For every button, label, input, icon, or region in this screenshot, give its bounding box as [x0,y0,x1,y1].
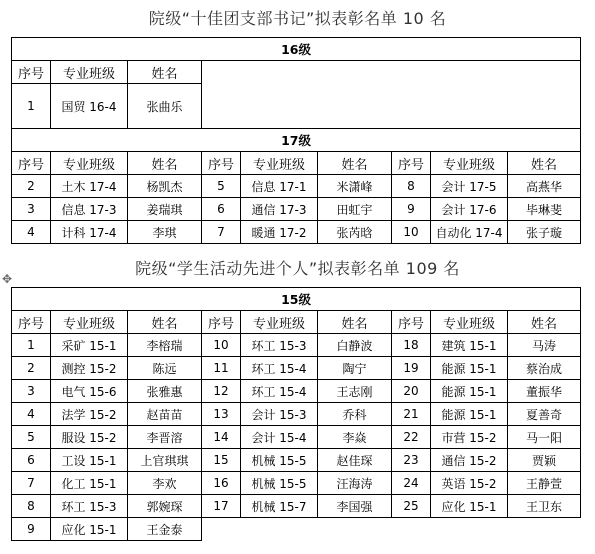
cell-index: 4 [12,403,51,426]
header-row-17 [12,152,581,175]
cell-index: 14 [202,426,241,449]
cell-class: 计科 17-4 [51,221,128,244]
level-row-16 [12,38,581,61]
cell-name: 李榕瑞 [128,334,202,357]
cell-class: 英语 15-2 [431,472,508,495]
cell-index: 2 [12,357,51,380]
cell-index: 23 [392,449,431,472]
table-row [12,221,581,244]
cell-class: 法学 15-2 [51,403,128,426]
cell-class: 暖通 17-2 [241,221,318,244]
cell-name: 夏善奇 [508,403,581,426]
cell-name: 田虹宇 [318,198,392,221]
cell-class: 通信 15-2 [431,449,508,472]
cell-name: 郭婉琛 [128,495,202,518]
cell-class: 信息 17-3 [51,198,128,221]
cell-index: 2 [12,175,51,198]
cell-class: 环工 15-4 [241,380,318,403]
cell-class: 化工 15-1 [51,472,128,495]
cell-class: 信息 17-1 [241,175,318,198]
cell-index: 1 [12,334,51,357]
cell-class: 会计 17-5 [431,175,508,198]
cell-index: 25 [392,495,431,518]
empty-area [202,518,581,541]
cell-class: 采矿 15-1 [51,334,128,357]
cell-name: 马涛 [508,334,581,357]
cell-name: 毕琳斐 [508,198,581,221]
cell-class: 应化 15-1 [431,495,508,518]
cell-name: 上官琪琪 [128,449,202,472]
cell-class: 能源 15-1 [431,357,508,380]
cell-class: 建筑 15-1 [431,334,508,357]
cell-index: 8 [12,495,51,518]
cell-index: 10 [392,221,431,244]
table-row [12,357,581,380]
cell-name: 高燕华 [508,175,581,198]
cell-class: 国贸 16-4 [51,84,128,129]
cell-name: 王卫东 [508,495,581,518]
cell-name: 米潇峰 [318,175,392,198]
table-row [12,175,581,198]
cell-index: 18 [392,334,431,357]
cell-name: 姜瑞琪 [128,198,202,221]
header-index: 序号 [202,152,241,175]
header-name: 姓名 [508,152,581,175]
cell-index: 3 [12,380,51,403]
empty-area [202,61,581,129]
header-index: 序号 [12,152,51,175]
cell-class: 机械 15-5 [241,449,318,472]
level-label-17: 17级 [12,129,581,152]
cell-index: 12 [202,380,241,403]
cell-index: 19 [392,357,431,380]
cell-index: 9 [392,198,431,221]
header-name: 姓名 [318,152,392,175]
cell-index: 15 [202,449,241,472]
cell-class: 会计 17-6 [431,198,508,221]
cell-name: 李国强 [318,495,392,518]
header-name: 姓名 [318,311,392,334]
header-class: 专业班级 [51,311,128,334]
cell-index: 7 [12,472,51,495]
cell-name: 乔科 [318,403,392,426]
cell-index: 20 [392,380,431,403]
header-name: 姓名 [508,311,581,334]
cell-class: 能源 15-1 [431,403,508,426]
header-row-16 [12,61,581,84]
header-class: 专业班级 [51,61,128,84]
cell-index: 5 [202,175,241,198]
cell-class: 能源 15-1 [431,380,508,403]
cell-class: 自动化 17-4 [431,221,508,244]
cell-index: 5 [12,426,51,449]
cell-name: 王静萱 [508,472,581,495]
cell-name: 李欢 [128,472,202,495]
cell-index: 13 [202,403,241,426]
cell-name: 董振华 [508,380,581,403]
cell-class: 服设 15-2 [51,426,128,449]
cell-index: 3 [12,198,51,221]
cell-name: 赵苗苗 [128,403,202,426]
cell-name: 张曲乐 [128,84,202,129]
cell-name: 马一阳 [508,426,581,449]
header-name: 姓名 [128,311,202,334]
level-label-16: 16级 [12,38,581,61]
cell-index: 4 [12,221,51,244]
cell-name: 张子璇 [508,221,581,244]
cell-index: 24 [392,472,431,495]
cell-index: 1 [12,84,51,129]
table-row [12,380,581,403]
table-activity-individuals [11,287,581,541]
cell-class: 测控 15-2 [51,357,128,380]
cell-index: 7 [202,221,241,244]
header-index: 序号 [12,61,51,84]
cell-name: 李琪 [128,221,202,244]
cell-class: 环工 15-3 [241,334,318,357]
cell-index: 9 [12,518,51,541]
table-row [12,403,581,426]
table-row [12,426,581,449]
header-row-15 [12,311,581,334]
cell-index: 11 [202,357,241,380]
cell-index: 10 [202,334,241,357]
cell-name: 王志刚 [318,380,392,403]
header-class: 专业班级 [241,311,318,334]
cell-name: 白静波 [318,334,392,357]
cell-class: 土木 17-4 [51,175,128,198]
title-activity-individuals: 院级“学生活动先进个人”拟表彰名单 109 名 [135,259,460,278]
header-name: 姓名 [128,61,202,84]
cell-index: 6 [202,198,241,221]
header-class: 专业班级 [51,152,128,175]
cell-name: 贾颖 [508,449,581,472]
rows-17 [12,175,581,244]
header-class: 专业班级 [431,311,508,334]
cell-name: 杨凯杰 [128,175,202,198]
cell-class: 机械 15-7 [241,495,318,518]
cell-name: 李焱 [318,426,392,449]
cell-index: 6 [12,449,51,472]
cell-class: 应化 15-1 [51,518,128,541]
level-label-15: 15级 [12,288,581,311]
cell-name: 陶宁 [318,357,392,380]
cell-name: 陈远 [128,357,202,380]
cell-index: 22 [392,426,431,449]
cell-class: 会计 15-4 [241,426,318,449]
table-row [12,518,581,541]
cell-name: 张雅惠 [128,380,202,403]
cell-index: 17 [202,495,241,518]
header-class: 专业班级 [431,152,508,175]
table-row [12,472,581,495]
cell-index: 8 [392,175,431,198]
header-index: 序号 [12,311,51,334]
level-row-15 [12,288,581,311]
cell-index: 21 [392,403,431,426]
cell-name: 赵佳琛 [318,449,392,472]
header-index: 序号 [392,152,431,175]
table-row [12,495,581,518]
title-top-ten-secretaries: 院级“十佳团支部书记”拟表彰名单 10 名 [148,9,447,28]
cell-class: 环工 15-3 [51,495,128,518]
cell-class: 通信 17-3 [241,198,318,221]
level-row-17 [12,129,581,152]
table-row [12,198,581,221]
cell-name: 王金泰 [128,518,202,541]
header-name: 姓名 [128,152,202,175]
header-class: 专业班级 [241,152,318,175]
cell-name: 汪海涛 [318,472,392,495]
cell-name: 蔡治成 [508,357,581,380]
rows-15 [12,334,581,518]
table-top-ten-secretaries [11,37,581,244]
cell-name: 李晋溶 [128,426,202,449]
table-row [12,449,581,472]
cell-class: 电气 15-6 [51,380,128,403]
table-row [12,334,581,357]
header-index: 序号 [392,311,431,334]
cell-class: 会计 15-3 [241,403,318,426]
cell-class: 市营 15-2 [431,426,508,449]
cell-name: 张芮晗 [318,221,392,244]
table-move-handle-icon[interactable]: ✥ [1,272,13,286]
cell-class: 工设 15-1 [51,449,128,472]
cell-class: 机械 15-5 [241,472,318,495]
cell-index: 16 [202,472,241,495]
cell-class: 环工 15-4 [241,357,318,380]
header-index: 序号 [202,311,241,334]
